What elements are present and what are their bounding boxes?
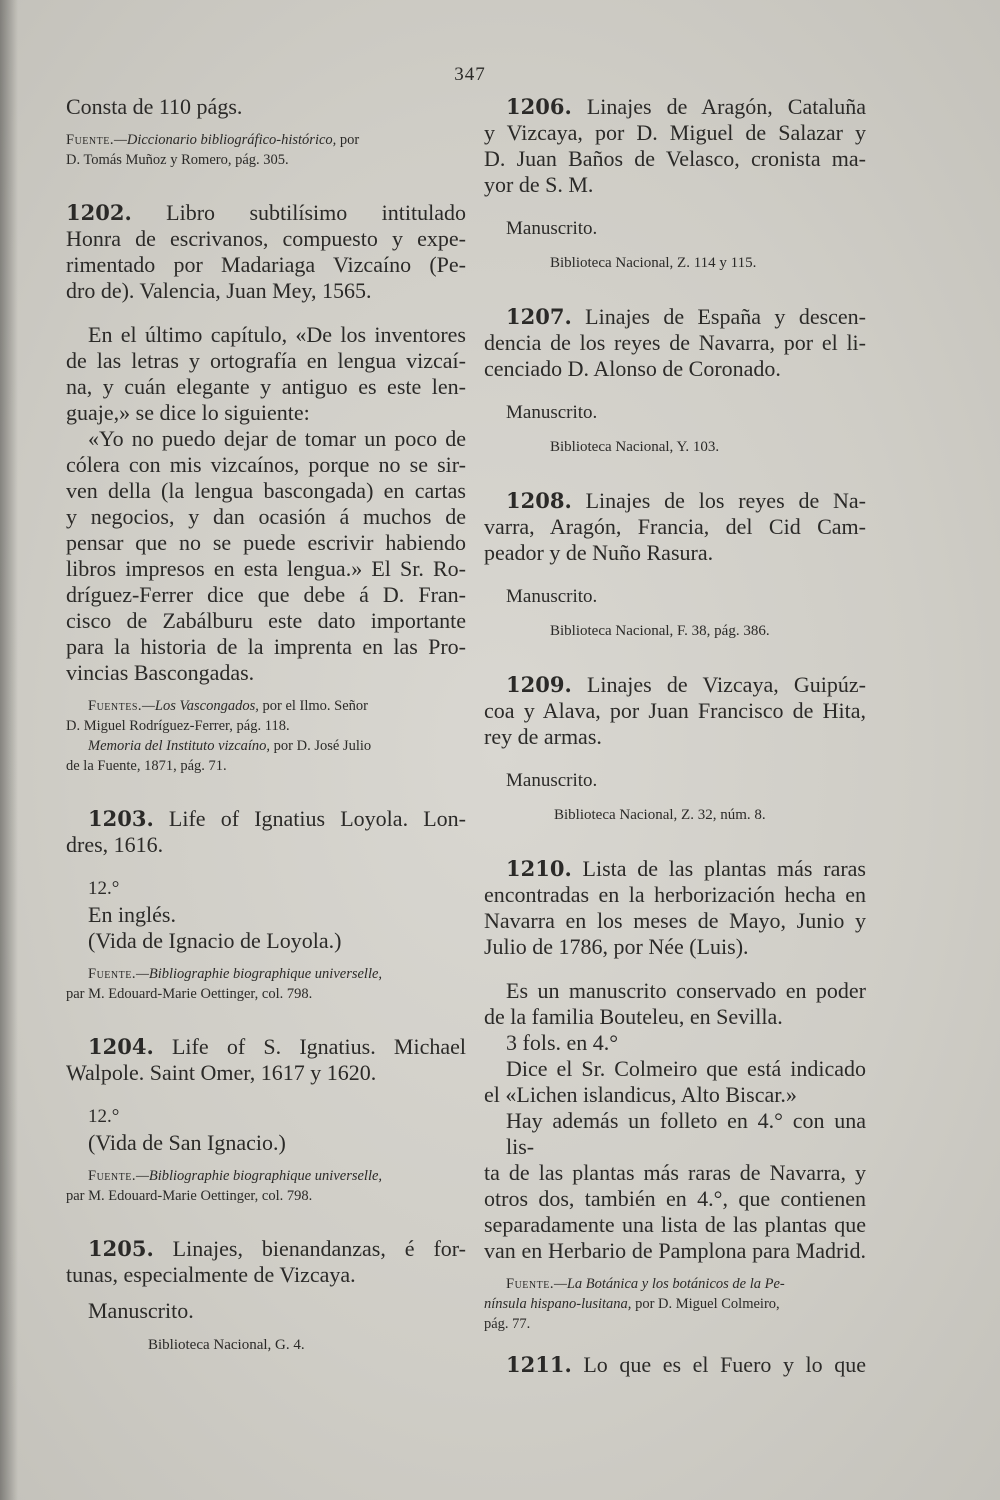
source-line: par M. Edouard-Marie Oettinger, col. 798. <box>66 986 313 1002</box>
source-line: D. Miguel Rodríguez-Ferrer, pág. 118. <box>66 718 290 734</box>
entry-number: 1211. <box>506 1352 572 1377</box>
source-line: par M. Edouard-Marie Oettinger, col. 798. <box>66 1188 313 1204</box>
entry-1202 <box>66 200 466 776</box>
source-line: pág. 77. <box>484 1316 531 1332</box>
manuscript-label: Manuscrito. <box>506 218 598 239</box>
entry-heading: 1202. Libro subtilísimo intitulado <box>66 200 466 225</box>
entry-heading: 1203. Life of Ignatius Loyola. Lon- <box>88 806 466 831</box>
text-line: encontradas en la herborización hecha en <box>484 882 866 907</box>
text-line: Dice el Sr. Colmeiro que está indicado <box>506 1056 866 1081</box>
text-line: ven della (la lengua bascongada) en cartas <box>66 478 466 503</box>
library-reference: Biblioteca Nacional, Z. 32, núm. 8. <box>554 807 766 823</box>
text-line: (Vida de San Ignacio.) <box>88 1130 286 1155</box>
source-line: Fuente.—Bibliographie biographique universelle, <box>88 1168 383 1184</box>
source-line: Memoria del Instituto vizcaíno, por D. José Julio <box>88 738 372 754</box>
text-line: cisco de Zabálburu este dato importante <box>66 608 466 633</box>
format-line: 12.° <box>88 878 120 899</box>
right-column <box>484 94 866 1378</box>
entry-1204 <box>66 1034 466 1206</box>
text-line: vincias Bascongadas. <box>66 660 255 685</box>
text-line: para la historia de la imprenta en las Pro- <box>66 634 466 659</box>
text-line: Navarra en los meses de Mayo, Junio y <box>484 908 866 933</box>
text-line: cólera con mis vizcaínos, porque no se sir- <box>66 452 466 477</box>
entry-number: 1203. <box>88 806 154 831</box>
text-line: na, y cuán elegante y antiguo es este len- <box>66 374 466 399</box>
text-line: varra, Aragón, Francia, del Cid Cam- <box>484 514 866 539</box>
library-reference: Biblioteca Nacional, F. 38, pág. 386. <box>550 623 770 639</box>
left-column <box>66 94 466 1356</box>
entry-number: 1208. <box>506 488 572 513</box>
source-line: D. Tomás Muñoz y Romero, pág. 305. <box>66 152 289 168</box>
entry-1205 <box>66 1236 466 1356</box>
text-line: guaje,» se dice lo siguiente: <box>66 400 310 425</box>
library-reference: Biblioteca Nacional, Z. 114 y 115. <box>550 255 757 271</box>
text-line: Walpole. Saint Omer, 1617 y 1620. <box>66 1060 377 1085</box>
entry-heading: 1211. Lo que es el Fuero y lo que <box>506 1352 866 1377</box>
text-line: «Yo no puedo dejar de tomar un poco de <box>88 426 466 451</box>
entry-1211 <box>484 1352 866 1378</box>
text-line: dencia de los reyes de Navarra, por el li- <box>484 330 866 355</box>
text-line: libros impresos en esta lengua.» El Sr. Ro- <box>66 556 466 581</box>
source-line: nínsula hispano-lusitana, por D. Miguel Colmeiro, <box>484 1296 780 1312</box>
entry-number: 1202. <box>66 200 132 225</box>
text-line: Honra de escrivanos, compuesto y expe- <box>66 226 466 251</box>
text-line: el «Lichen islandicus, Alto Biscar.» <box>484 1082 797 1107</box>
entry-1208 <box>484 488 866 642</box>
source-line: Fuente.—La Botánica y los botánicos de la Pe- <box>506 1276 785 1292</box>
text-line: 3 fols. en 4.° <box>506 1030 619 1055</box>
text-line: dro de). Valencia, Juan Mey, 1565. <box>66 278 372 303</box>
entry-heading: 1206. Linajes de Aragón, Cataluña <box>506 94 866 119</box>
entry-heading: 1207. Linajes de España y descen- <box>506 304 866 329</box>
text-line: Julio de 1786, por Née (Luis). <box>484 934 749 959</box>
format-line: 12.° <box>88 1106 120 1127</box>
manuscript-label: Manuscrito. <box>88 1298 194 1323</box>
entry-number: 1205. <box>88 1236 154 1261</box>
page-number: 347 <box>454 64 486 85</box>
entry-number: 1210. <box>506 856 572 881</box>
entry-number: 1209. <box>506 672 572 697</box>
text-line: y negocios, y dan ocasión á muchos de <box>66 504 466 529</box>
library-reference: Biblioteca Nacional, Y. 103. <box>550 439 720 455</box>
text-line: rimentado por Madariaga Vizcaíno (Pe- <box>66 252 466 277</box>
entry-heading: 1210. Lista de las plantas más raras <box>506 856 866 881</box>
text-line: yor de S. M. <box>484 172 594 197</box>
text-line: y Vizcaya, por D. Miguel de Salazar y <box>484 120 866 145</box>
text-line: ta de las plantas más raras de Navarra, y <box>484 1160 866 1185</box>
entry-heading: 1208. Linajes de los reyes de Na- <box>506 488 866 513</box>
text-line: En el último capítulo, «De los inventores <box>88 322 466 347</box>
manuscript-label: Manuscrito. <box>506 770 598 791</box>
text-line: rey de armas. <box>484 724 602 749</box>
text-line: van en Herbario de Pamplona para Madrid. <box>484 1238 866 1263</box>
manuscript-label: Manuscrito. <box>506 586 598 607</box>
text-line: pensar que no se puede escrivir habiendo <box>66 530 466 555</box>
entry-heading: 1209. Linajes de Vizcaya, Guipúz- <box>506 672 866 697</box>
text-line: tunas, especialmente de Vizcaya. <box>66 1262 356 1287</box>
text-line: (Vida de Ignacio de Loyola.) <box>88 928 342 953</box>
text-line: Hay además un folleto en 4.° con una lis- <box>506 1108 866 1159</box>
text-line: peador y de Nuño Rasura. <box>484 540 714 565</box>
text-line: D. Juan Baños de Velasco, cronista ma- <box>484 146 866 171</box>
text-line: Consta de 110 págs. <box>66 94 243 119</box>
text-line: de la familia Bouteleu, en Sevilla. <box>484 1004 783 1029</box>
spine-shadow <box>0 0 18 1500</box>
entry-number: 1207. <box>506 304 572 329</box>
entry-1203 <box>66 806 466 1004</box>
text-line: Es un manuscrito conservado en poder <box>506 978 866 1003</box>
manuscript-label: Manuscrito. <box>506 402 598 423</box>
entry-1210 <box>484 856 866 1334</box>
text-line: otros dos, también en 4.°, que contienen <box>484 1186 866 1211</box>
source-line: Fuente.—Bibliographie biographique universelle, <box>88 966 383 982</box>
text-line: En inglés. <box>88 902 176 927</box>
entry-number: 1204. <box>88 1034 154 1059</box>
text-line: de las letras y ortografía en lengua vizcaí- <box>66 348 466 373</box>
text-line: coa y Alava, por Juan Francisco de Hita, <box>484 698 866 723</box>
text-line: dres, 1616. <box>66 832 164 857</box>
source-line: Fuente.—Diccionario bibliográfico-histórico, por <box>66 132 360 148</box>
text-line: separadamente una lista de las plantas que <box>484 1212 866 1237</box>
entry-1207 <box>484 304 866 458</box>
entry-1206 <box>484 94 866 274</box>
text-line: cenciado D. Alonso de Coronado. <box>484 356 781 381</box>
text-line: dríguez-Ferrer dice que debe á D. Fran- <box>66 582 466 607</box>
entry-1209 <box>484 672 866 826</box>
entry-heading: 1204. Life of S. Ignatius. Michael <box>88 1034 466 1059</box>
library-reference: Biblioteca Nacional, G. 4. <box>148 1337 305 1353</box>
entry-number: 1206. <box>506 94 572 119</box>
source-line: de la Fuente, 1871, pág. 71. <box>66 758 227 774</box>
entry-heading: 1205. Linajes, bienandanzas, é for- <box>88 1236 466 1261</box>
source-line: Fuentes.—Los Vascongados, por el Ilmo. Señor <box>88 698 368 714</box>
